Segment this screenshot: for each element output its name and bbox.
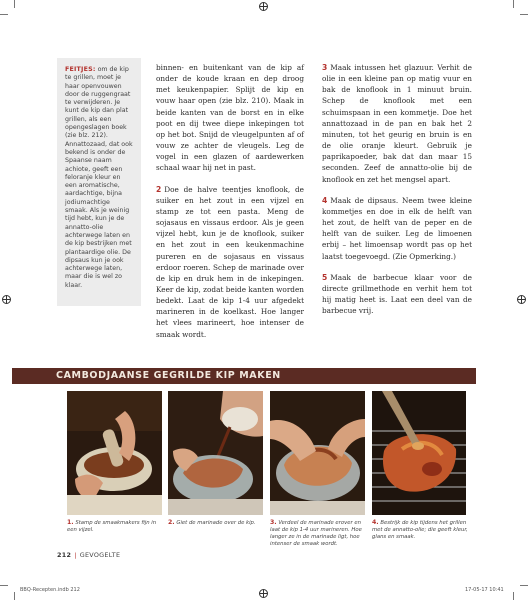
photo-caption-1 — [67, 519, 163, 534]
photo-caption-3 — [270, 519, 366, 548]
caption-text: Stamp de smaakmakers fijn in een vijzel. — [67, 520, 157, 533]
crop-mark — [0, 14, 8, 15]
step-text: Maak de barbecue klaar voor de directe grillmethode en verhit hem tot hij matig heet is. Laat een deel van de barbecue vrij. — [322, 272, 472, 316]
section-banner-title: CAMBODJAANSE GEGRILDE KIP MAKEN — [56, 370, 281, 381]
caption-text: Bestrijk de kip tijdens het grillen met de annatto-olie; die geeft kleur, glans en smaak. — [372, 520, 468, 540]
step-paragraph — [322, 272, 472, 317]
crop-mark — [513, 0, 514, 8]
registration-mark-icon — [259, 589, 268, 598]
tip-text: om de kip te grillen, moet je haar openvouwen door de ruggengraat te verwijderen. Je kunt de kip dan plat grillen, als een opengeslagen boek (zie blz. 212). Annattozaad, dat ook bekend is onder de Spaanse naam achiote, geeft een feloranje kleur en een aromatische, aardachtige, bijna jodiumachtige smaak. Als je weinig tijd hebt, kun je de annatto-olie achterwege laten en de kip bestrijken met plantaardige olie. De dipsaus kun je ook achterwege laten, maar die is wel zo klaar. — [65, 66, 133, 289]
text-column-2 — [322, 62, 472, 326]
photo-caption-2 — [168, 519, 264, 527]
step-paragraph — [156, 184, 304, 340]
crop-mark — [0, 585, 8, 586]
crop-mark — [14, 592, 15, 600]
crop-mark — [520, 14, 528, 15]
print-date-slug: 17-05-17 10:41 — [465, 587, 504, 593]
section-name: GEVOGELTE — [79, 551, 121, 559]
caption-text: Verdeel de marinade erover en laat de kip 1-4 uur marineren. Hoe langer ze in de marinade ligt, hoe intenser de smaak wordt. — [270, 520, 362, 547]
print-file-slug: BBQ-Recepten.indb 212 — [20, 587, 80, 593]
step-number: 4 — [322, 195, 328, 205]
caption-text: Giet de marinade over de kip. — [176, 520, 256, 526]
photo-caption-4 — [372, 519, 468, 541]
step-photo-4 — [372, 391, 466, 515]
step-text: Doe de halve teentjes knoflook, de suiker en het zout in een vijzel en stamp ze tot een pasta. Meng de sojasaus en vissaus erdoor. Als je geen vijzel hebt, kun je de knoflook, suiker en het zout in een keukenmachine pureren en de sojasaus en vissaus erdoor roeren. Schep de marinade over de kip en druk hem in de inkepingen. Keer de kip, zodat beide kanten worden bedekt. Laat de kip 1-4 uur afgedekt marineren in de koelkast. Hoe langer het vlees marineert, hoe intenser de smaak wordt. — [156, 184, 304, 339]
tip-label: FEITJES: — [65, 66, 96, 73]
registration-mark-icon — [517, 295, 526, 304]
page-footer — [57, 551, 120, 559]
registration-mark-icon — [2, 295, 11, 304]
caption-number: 2. — [168, 519, 175, 526]
paragraph: binnen- en buitenkant van de kip af onder de koude kraan en dep droog met keukenpapier. Splijt de kip en vouw haar open (zie blz. 210). Maak in beide kanten van de borst en in elke poot en dij twee diepe inkepingen tot op het bot. Snijd de vleugelpunten af of vouw ze achter de vleugels. Leg de vogel in een glazen of aardewerken schaal waar hij net in past. — [156, 63, 304, 173]
step-number: 2 — [156, 184, 162, 194]
caption-number: 4. — [372, 519, 379, 526]
step-paragraph — [322, 195, 472, 262]
registration-mark-icon — [259, 2, 268, 11]
step-photo-1 — [67, 391, 162, 515]
crop-mark — [513, 592, 514, 600]
caption-number: 3. — [270, 519, 277, 526]
step-text: Maak intussen het glazuur. Verhit de olie in een kleine pan op matig vuur en bak de knoflook in 1 minuut bruin. Schep de knoflook met een schuimspaan in een kommetje. Doe het annattozaad in de pan en bak het 2 minuten, tot het geurig en bruin is en de olie oranje kleurt. Gebruik je paprikapoeder, bak dat dan maar 15 seconden. Zeef de annatto-olie bij de knoflook en zet het mengsel apart. — [322, 63, 472, 184]
step-paragraph — [322, 62, 472, 185]
crop-mark — [14, 0, 15, 8]
step-photo-3 — [270, 391, 365, 515]
caption-number: 1. — [67, 519, 74, 526]
text-column-1 — [156, 62, 304, 350]
step-number: 3 — [322, 63, 328, 72]
step-photo-2 — [168, 391, 263, 515]
step-text: Maak de dipsaus. Neem twee kleine kommetjes en doe in elk de helft van het zout, de helft van de peper en de helft van de suiker. Leg de limoenen erbij – het limoensap wordt pas op het laatst toegevoegd. (Zie Opmerking.) — [322, 195, 472, 261]
step-number: 5 — [322, 272, 328, 282]
tip-box — [57, 58, 141, 306]
page-number: 212 — [57, 551, 72, 559]
footer-separator: | — [74, 551, 77, 559]
crop-mark — [520, 585, 528, 586]
